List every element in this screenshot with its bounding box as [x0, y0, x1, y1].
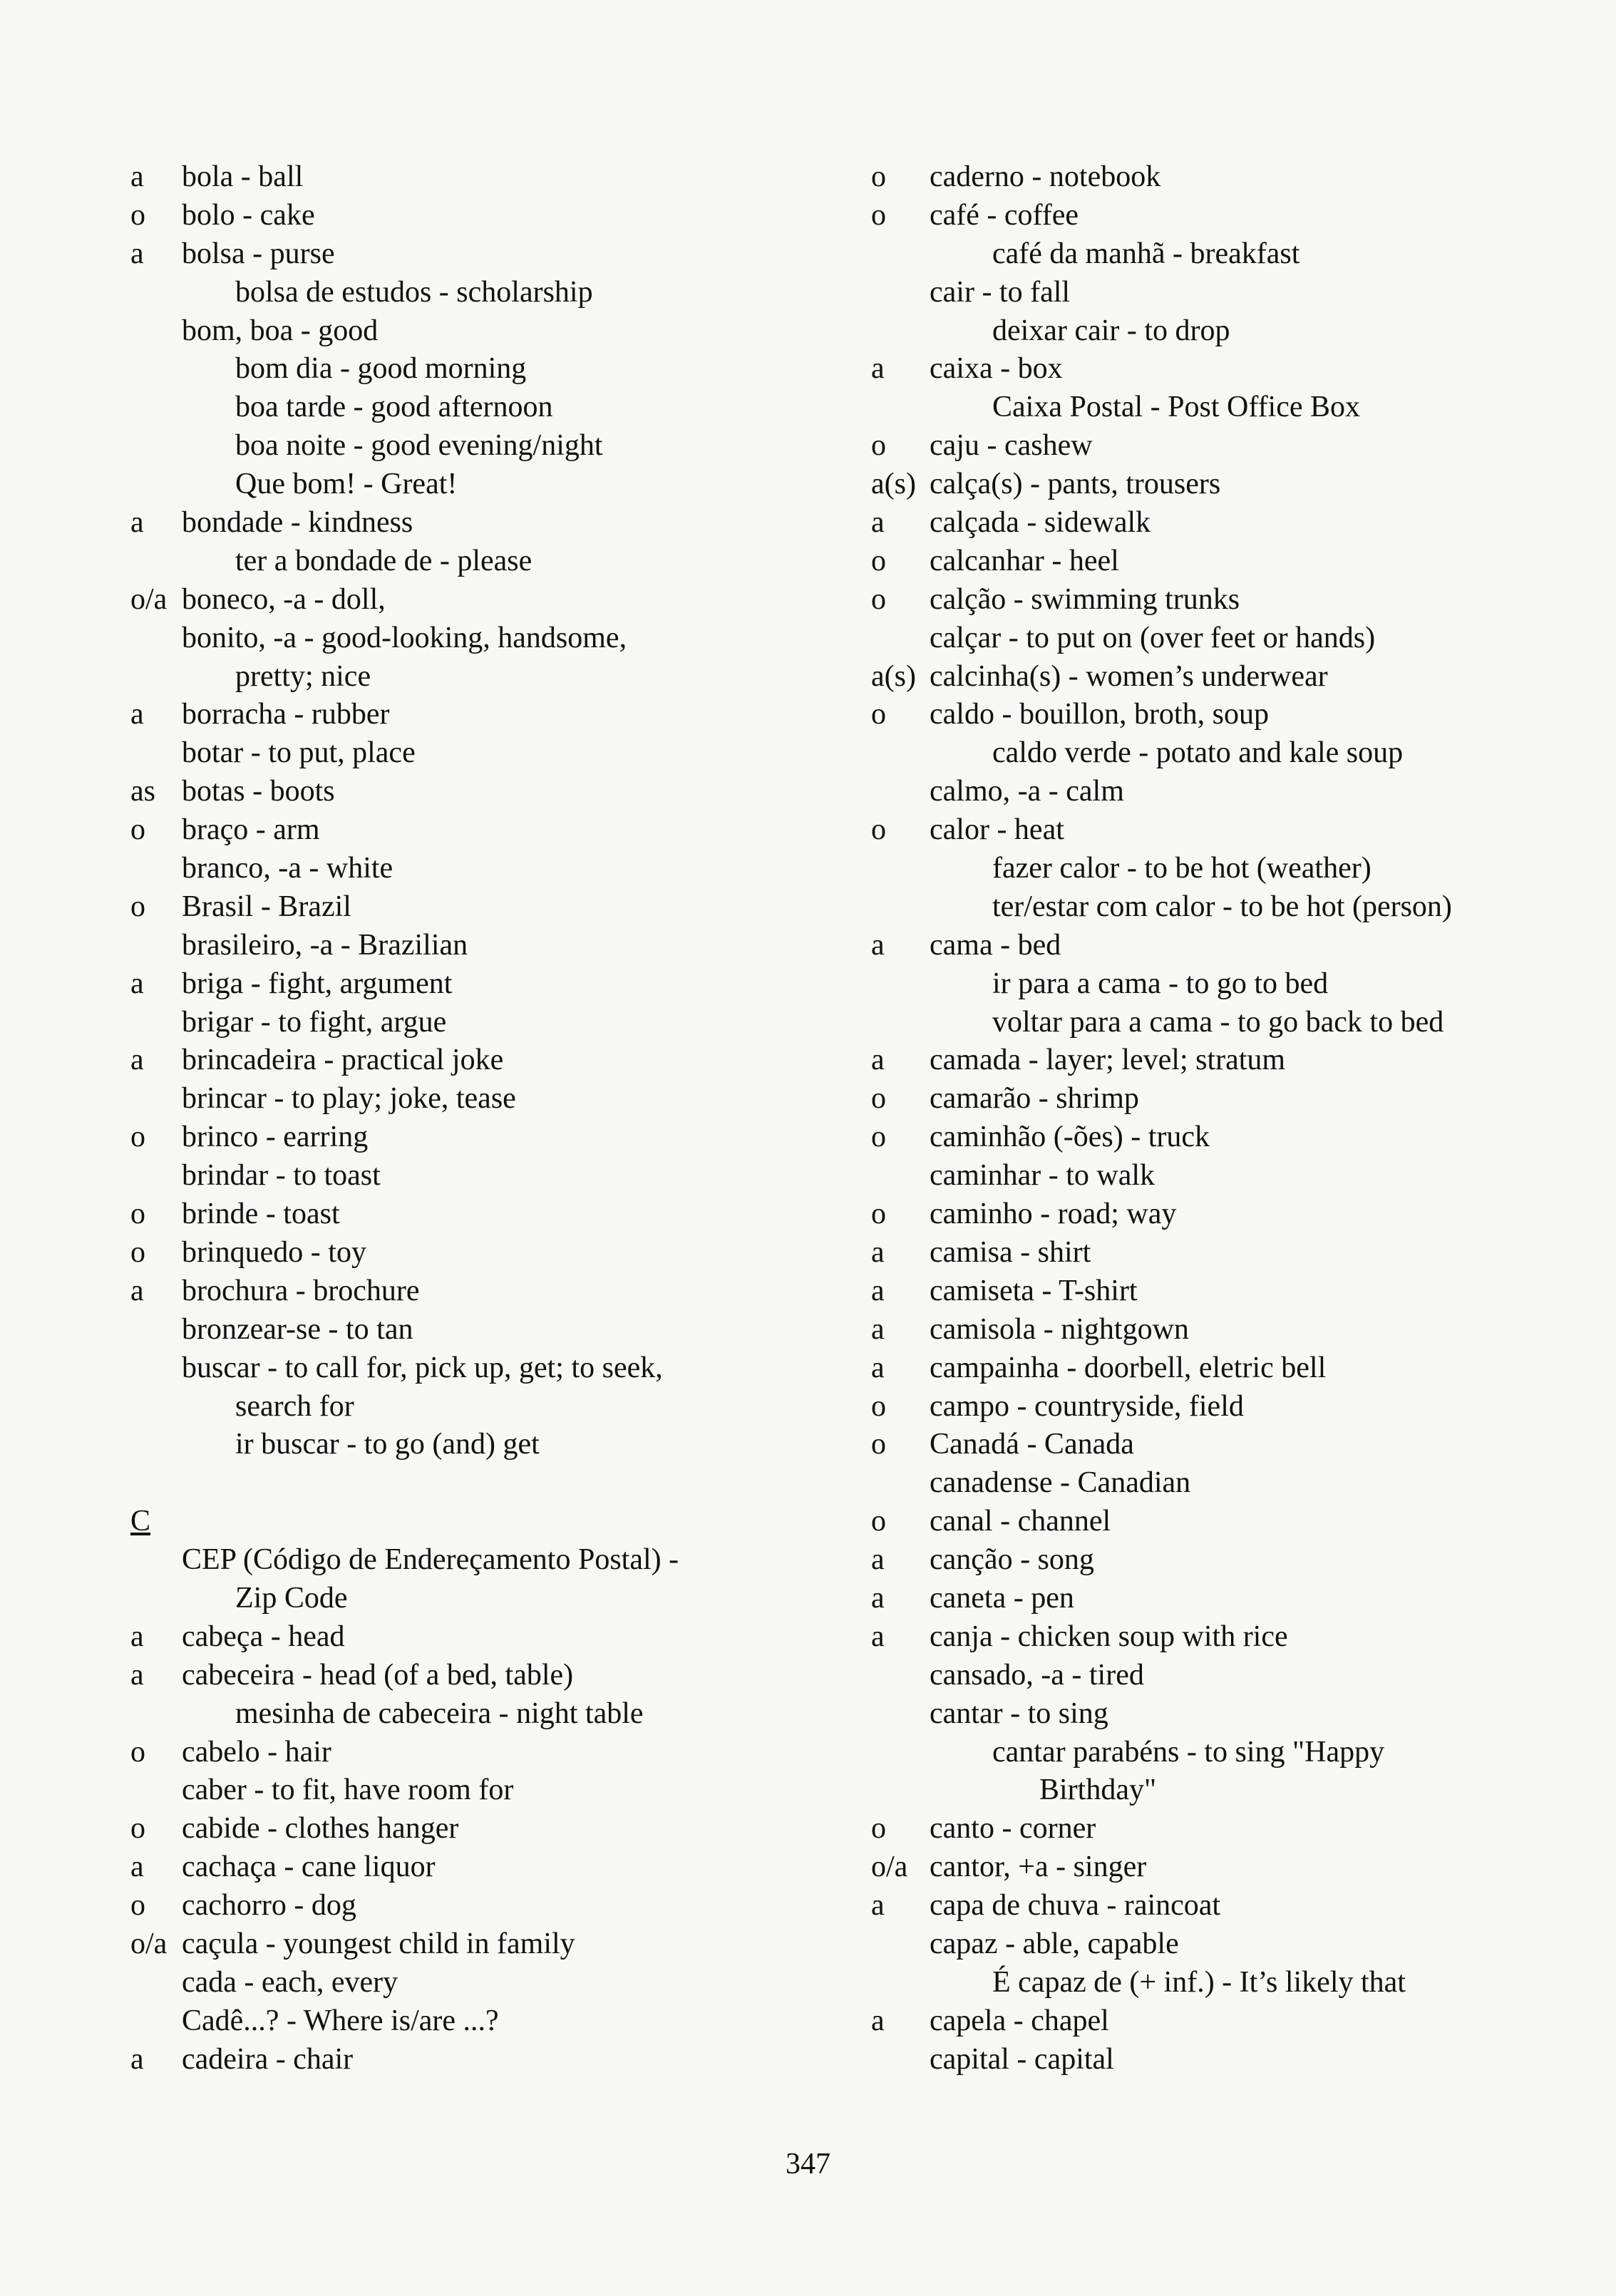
- entry-text: calçar - to put on (over feet or hands): [930, 621, 1376, 654]
- dictionary-entry: [130, 965, 843, 1004]
- entry-text: bolo - cake: [182, 198, 315, 232]
- dictionary-entry: [871, 1618, 1598, 1657]
- dictionary-entry: [130, 1964, 843, 2002]
- article-label: o: [130, 198, 145, 232]
- entry-subtext: É capaz de (+ inf.) - It’s likely that: [992, 1965, 1406, 1999]
- entry-text: braço - arm: [182, 813, 320, 847]
- entry-text: campo - countryside, field: [930, 1389, 1244, 1423]
- article-label: a: [871, 2004, 885, 2037]
- dictionary-entry: [871, 888, 1598, 927]
- article-label: o: [130, 1735, 145, 1769]
- entry-text: brinde - toast: [182, 1198, 340, 1231]
- article-label: o: [871, 1389, 886, 1423]
- dictionary-entry: [130, 542, 843, 581]
- dictionary-entry: [871, 1080, 1598, 1118]
- dictionary-entry: [871, 1734, 1598, 1772]
- entry-text: caderno - notebook: [930, 160, 1161, 193]
- article-label: a: [130, 1620, 144, 1653]
- dictionary-entry: [871, 734, 1598, 773]
- dictionary-entry: [130, 1118, 843, 1157]
- article-label: a: [871, 1274, 885, 1307]
- dictionary-entry: [130, 465, 843, 504]
- dictionary-entry: [130, 427, 843, 465]
- entry-text: capital - capital: [930, 2042, 1114, 2076]
- entry-text: caçula - youngest child in family: [182, 1927, 575, 1960]
- article-label: o: [871, 1198, 886, 1231]
- entry-subtext: ir buscar - to go (and) get: [235, 1428, 540, 1461]
- dictionary-entry: [871, 581, 1598, 619]
- entry-subtext: bolsa de estudos - scholarship: [235, 275, 593, 309]
- entry-text: camisa - shirt: [930, 1235, 1091, 1269]
- article-label: o/a: [130, 582, 168, 616]
- article-label: a: [130, 506, 144, 540]
- dictionary-entry: [130, 1657, 843, 1695]
- entry-text: canja - chicken soup with rice: [930, 1620, 1288, 1653]
- article-label: a: [871, 506, 885, 540]
- entry-text: cantor, +a - singer: [930, 1850, 1147, 1884]
- dictionary-entry: [871, 1195, 1598, 1234]
- dictionary-entry: [871, 850, 1598, 888]
- entry-subtext: boa noite - good evening/night: [235, 429, 603, 463]
- dictionary-entry: [871, 696, 1598, 734]
- dictionary-entry: [871, 465, 1598, 504]
- dictionary-entry: [130, 888, 843, 927]
- dictionary-entry: [871, 1388, 1598, 1426]
- entry-text: café - coffee: [930, 198, 1079, 232]
- dictionary-entry: [871, 811, 1598, 850]
- entry-text: cada - each, every: [182, 1965, 398, 1999]
- dictionary-entry: [130, 773, 843, 811]
- dictionary-entry: [871, 619, 1598, 658]
- entry-subtext: search for: [235, 1389, 354, 1423]
- dictionary-entry: [130, 696, 843, 734]
- entry-text: caixa - box: [930, 352, 1063, 386]
- entry-text: caldo - bouillon, broth, soup: [930, 698, 1269, 731]
- left-column: [130, 158, 843, 2079]
- dictionary-entry: [130, 1234, 843, 1272]
- dictionary-entry: [871, 1580, 1598, 1618]
- dictionary-entry: [130, 927, 843, 965]
- entry-text: bola - ball: [182, 160, 304, 193]
- dictionary-entry: [130, 235, 843, 274]
- dictionary-entry: [871, 504, 1598, 542]
- article-label: a: [130, 698, 144, 731]
- entry-text: camiseta - T-shirt: [930, 1274, 1138, 1307]
- article-label: o: [871, 1082, 886, 1116]
- dictionary-entry: [871, 1311, 1598, 1349]
- entry-subtext: ir para a cama - to go to bed: [992, 967, 1329, 1000]
- dictionary-entry: [130, 1848, 843, 1887]
- dictionary-entry: [871, 1541, 1598, 1580]
- dictionary-entry: [871, 312, 1598, 351]
- entry-text: cair - to fall: [930, 275, 1071, 309]
- entry-text: bondade - kindness: [182, 506, 413, 540]
- entry-text: brigar - to fight, argue: [182, 1005, 447, 1039]
- article-label: o: [130, 1121, 145, 1154]
- entry-text: brinco - earring: [182, 1121, 369, 1154]
- entry-subtext: Zip Code: [235, 1581, 348, 1615]
- entry-text: camisola - nightgown: [930, 1312, 1189, 1346]
- entry-text: caber - to fit, have room for: [182, 1774, 514, 1807]
- entry-text: brincadeira - practical joke: [182, 1044, 504, 1077]
- section-heading: C: [130, 1505, 151, 1538]
- entry-text: brinquedo - toy: [182, 1235, 366, 1269]
- article-label: a: [130, 2042, 144, 2076]
- article-label: a: [130, 967, 144, 1000]
- dictionary-entry: [130, 1541, 843, 1580]
- entry-text: cabelo - hair: [182, 1735, 331, 1769]
- article-label: o: [871, 429, 886, 463]
- article-label: o: [130, 813, 145, 847]
- dictionary-entry: [871, 235, 1598, 274]
- article-label: o: [130, 1889, 145, 1922]
- article-label: a: [871, 1235, 885, 1269]
- dictionary-entry: [871, 1004, 1598, 1042]
- article-label: as: [130, 775, 155, 808]
- article-label: o: [871, 582, 886, 616]
- entry-text: Cadê...? - Where is/are ...?: [182, 2004, 499, 2037]
- dictionary-entry: [130, 1771, 843, 1810]
- dictionary-entry: [130, 1195, 843, 1234]
- article-label: a: [871, 928, 885, 962]
- dictionary-entry: [871, 2002, 1598, 2041]
- entry-text: cantar - to sing: [930, 1697, 1108, 1730]
- article-label: o: [871, 1812, 886, 1845]
- entry-text: calçada - sidewalk: [930, 506, 1151, 540]
- article-label: a(s): [871, 659, 916, 693]
- dictionary-entry: [130, 581, 843, 619]
- dictionary-entry: [871, 773, 1598, 811]
- article-label: o/a: [871, 1850, 908, 1884]
- entry-text: calor - heat: [930, 813, 1064, 847]
- dictionary-entry: [130, 1464, 843, 1503]
- dictionary-entry: [130, 274, 843, 312]
- dictionary-entry: [130, 811, 843, 850]
- dictionary-entry: [130, 1272, 843, 1311]
- entry-text: calcanhar - heel: [930, 544, 1119, 577]
- entry-text: cabeceira - head (of a bed, table): [182, 1658, 574, 1692]
- dictionary-entry: [871, 350, 1598, 388]
- entry-text: caneta - pen: [930, 1581, 1074, 1615]
- dictionary-entry: [130, 350, 843, 388]
- dictionary-entry: [130, 619, 843, 658]
- entry-subtext: cantar parabéns - to sing "Happy: [992, 1735, 1385, 1769]
- entry-text: calça(s) - pants, trousers: [930, 468, 1221, 501]
- dictionary-entry: [871, 927, 1598, 965]
- entry-text: cabeça - head: [182, 1620, 345, 1653]
- dictionary-entry: [130, 388, 843, 427]
- entry-text: campainha - doorbell, eletric bell: [930, 1351, 1327, 1384]
- entry-text: cansado, -a - tired: [930, 1658, 1144, 1692]
- entry-subtext: Caixa Postal - Post Office Box: [992, 391, 1361, 424]
- dictionary-entry: [871, 542, 1598, 581]
- entry-text: canto - corner: [930, 1812, 1096, 1845]
- dictionary-entry: [130, 658, 843, 696]
- dictionary-entry: [871, 1426, 1598, 1464]
- entry-subtext: voltar para a cama - to go back to bed: [992, 1005, 1444, 1039]
- dictionary-entry: [871, 1272, 1598, 1311]
- page-number: 347: [786, 2148, 830, 2181]
- entry-text: cama - bed: [930, 928, 1061, 962]
- dictionary-entry: [130, 197, 843, 235]
- entry-text: calmo, -a - calm: [930, 775, 1124, 808]
- article-label: a: [130, 1274, 144, 1307]
- entry-text: calcinha(s) - women’s underwear: [930, 659, 1328, 693]
- article-label: o: [130, 1235, 145, 1269]
- article-label: a: [130, 160, 144, 193]
- entry-text: canadense - Canadian: [930, 1466, 1191, 1500]
- dictionary-entry: [871, 1503, 1598, 1541]
- dictionary-entry: [871, 1925, 1598, 1964]
- dictionary-entry: [871, 1887, 1598, 1925]
- entry-text: cadeira - chair: [182, 2042, 354, 2076]
- dictionary-entry: [871, 197, 1598, 235]
- dictionary-entry: [130, 850, 843, 888]
- dictionary-entry: [130, 504, 843, 542]
- dictionary-entry: [130, 1580, 843, 1618]
- entry-text: cachorro - dog: [182, 1889, 356, 1922]
- entry-text: cabide - clothes hanger: [182, 1812, 459, 1845]
- dictionary-entry: [130, 2041, 843, 2079]
- dictionary-entry: [871, 1771, 1598, 1810]
- entry-text: borracha - rubber: [182, 698, 390, 731]
- article-label: a: [130, 1044, 144, 1077]
- article-label: o: [871, 544, 886, 577]
- entry-text: bonito, -a - good-looking, handsome,: [182, 621, 627, 654]
- dictionary-entry: [871, 1157, 1598, 1195]
- dictionary-entry: [871, 965, 1598, 1004]
- dictionary-entry: [130, 1734, 843, 1772]
- dictionary-entry: [871, 1695, 1598, 1734]
- entry-subtext: mesinha de cabeceira - night table: [235, 1697, 644, 1730]
- article-label: o/a: [130, 1927, 168, 1960]
- dictionary-entry: [871, 1810, 1598, 1848]
- dictionary-entry: [130, 1080, 843, 1118]
- entry-text: branco, -a - white: [182, 852, 393, 885]
- entry-text: buscar - to call for, pick up, get; to seek,: [182, 1351, 663, 1384]
- article-label: o: [871, 698, 886, 731]
- entry-text: briga - fight, argument: [182, 967, 453, 1000]
- entry-text: caminho - road; way: [930, 1198, 1177, 1231]
- entry-text: boneco, -a - doll,: [182, 582, 386, 616]
- dictionary-entry: [871, 1657, 1598, 1695]
- article-label: o: [871, 1121, 886, 1154]
- right-column: [871, 158, 1598, 2079]
- dictionary-entry: [130, 2002, 843, 2041]
- dictionary-entry: [871, 1964, 1598, 2002]
- article-label: o: [130, 890, 145, 923]
- entry-text: brindar - to toast: [182, 1159, 381, 1193]
- dictionary-entry: [130, 1695, 843, 1734]
- entry-subtext: Birthday": [1039, 1774, 1157, 1807]
- article-label: a: [130, 1658, 144, 1692]
- entry-text: botar - to put, place: [182, 736, 416, 770]
- dictionary-entry: [871, 1234, 1598, 1272]
- dictionary-entry: [871, 1041, 1598, 1080]
- dictionary-entry: [130, 1388, 843, 1426]
- dictionary-entry: [130, 1157, 843, 1195]
- entry-text: capela - chapel: [930, 2004, 1109, 2037]
- entry-subtext: Que bom! - Great!: [235, 468, 458, 501]
- article-label: a: [871, 1581, 885, 1615]
- dictionary-entry: [130, 1311, 843, 1349]
- dictionary-entry: [130, 1004, 843, 1042]
- entry-text: caminhão (-ões) - truck: [930, 1121, 1210, 1154]
- dictionary-entry: [871, 1848, 1598, 1887]
- article-label: a: [871, 1620, 885, 1653]
- entry-text: bolsa - purse: [182, 237, 335, 270]
- entry-text: capaz - able, capable: [930, 1927, 1179, 1960]
- entry-text: calção - swimming trunks: [930, 582, 1240, 616]
- entry-text: caminhar - to walk: [930, 1159, 1156, 1193]
- dictionary-entry: [871, 427, 1598, 465]
- article-label: a(s): [871, 468, 916, 501]
- dictionary-entry: [871, 658, 1598, 696]
- entry-subtext: caldo verde - potato and kale soup: [992, 736, 1404, 770]
- dictionary-entry: [130, 158, 843, 197]
- entry-text: canção - song: [930, 1543, 1094, 1577]
- dictionary-entry: [130, 1810, 843, 1848]
- article-label: o: [871, 198, 886, 232]
- dictionary-entry: [871, 158, 1598, 197]
- dictionary-entry: [871, 1118, 1598, 1157]
- entry-text: camarão - shrimp: [930, 1082, 1139, 1116]
- entry-text: brochura - brochure: [182, 1274, 420, 1307]
- dictionary-entry: [130, 734, 843, 773]
- entry-subtext: café da manhã - breakfast: [992, 237, 1300, 270]
- dictionary-entry: [130, 1426, 843, 1464]
- article-label: o: [871, 1428, 886, 1461]
- article-label: a: [871, 1312, 885, 1346]
- dictionary-entry: [871, 1349, 1598, 1388]
- dictionary-entry: [871, 388, 1598, 427]
- entry-text: bom, boa - good: [182, 314, 379, 347]
- article-label: a: [871, 1044, 885, 1077]
- entry-text: capa de chuva - raincoat: [930, 1889, 1221, 1922]
- dictionary-entry: [130, 1349, 843, 1388]
- dictionary-entry: [871, 1464, 1598, 1503]
- dictionary-entry: [130, 1041, 843, 1080]
- entry-text: brincar - to play; joke, tease: [182, 1082, 516, 1116]
- entry-text: Canadá - Canada: [930, 1428, 1134, 1461]
- article-label: o: [871, 813, 886, 847]
- dictionary-entry: [130, 1925, 843, 1964]
- article-label: o: [871, 1505, 886, 1538]
- article-label: a: [130, 237, 144, 270]
- article-label: a: [871, 1889, 885, 1922]
- dictionary-entry: [130, 1887, 843, 1925]
- dictionary-entry: [130, 1503, 843, 1541]
- entry-text: CEP (Código de Endereçamento Postal) -: [182, 1543, 679, 1577]
- article-label: a: [871, 352, 885, 386]
- entry-text: brasileiro, -a - Brazilian: [182, 928, 468, 962]
- article-label: o: [871, 160, 886, 193]
- entry-text: camada - layer; level; stratum: [930, 1044, 1286, 1077]
- entry-subtext: ter a bondade de - please: [235, 544, 532, 577]
- entry-subtext: deixar cair - to drop: [992, 314, 1230, 347]
- article-label: a: [871, 1351, 885, 1384]
- dictionary-entry: [130, 1618, 843, 1657]
- entry-subtext: pretty; nice: [235, 659, 371, 693]
- entry-subtext: boa tarde - good afternoon: [235, 391, 553, 424]
- entry-text: canal - channel: [930, 1505, 1111, 1538]
- article-label: o: [130, 1812, 145, 1845]
- entry-text: caju - cashew: [930, 429, 1093, 463]
- dictionary-entry: [871, 274, 1598, 312]
- dictionary-entry: [871, 2041, 1598, 2079]
- entry-text: botas - boots: [182, 775, 335, 808]
- entry-subtext: ter/estar com calor - to be hot (person): [992, 890, 1452, 923]
- article-label: a: [871, 1543, 885, 1577]
- entry-subtext: bom dia - good morning: [235, 352, 527, 386]
- entry-subtext: fazer calor - to be hot (weather): [992, 852, 1371, 885]
- entry-text: cachaça - cane liquor: [182, 1850, 436, 1884]
- entry-text: Brasil - Brazil: [182, 890, 351, 923]
- entry-text: bronzear-se - to tan: [182, 1312, 413, 1346]
- article-label: a: [130, 1850, 144, 1884]
- dictionary-entry: [130, 312, 843, 351]
- article-label: o: [130, 1198, 145, 1231]
